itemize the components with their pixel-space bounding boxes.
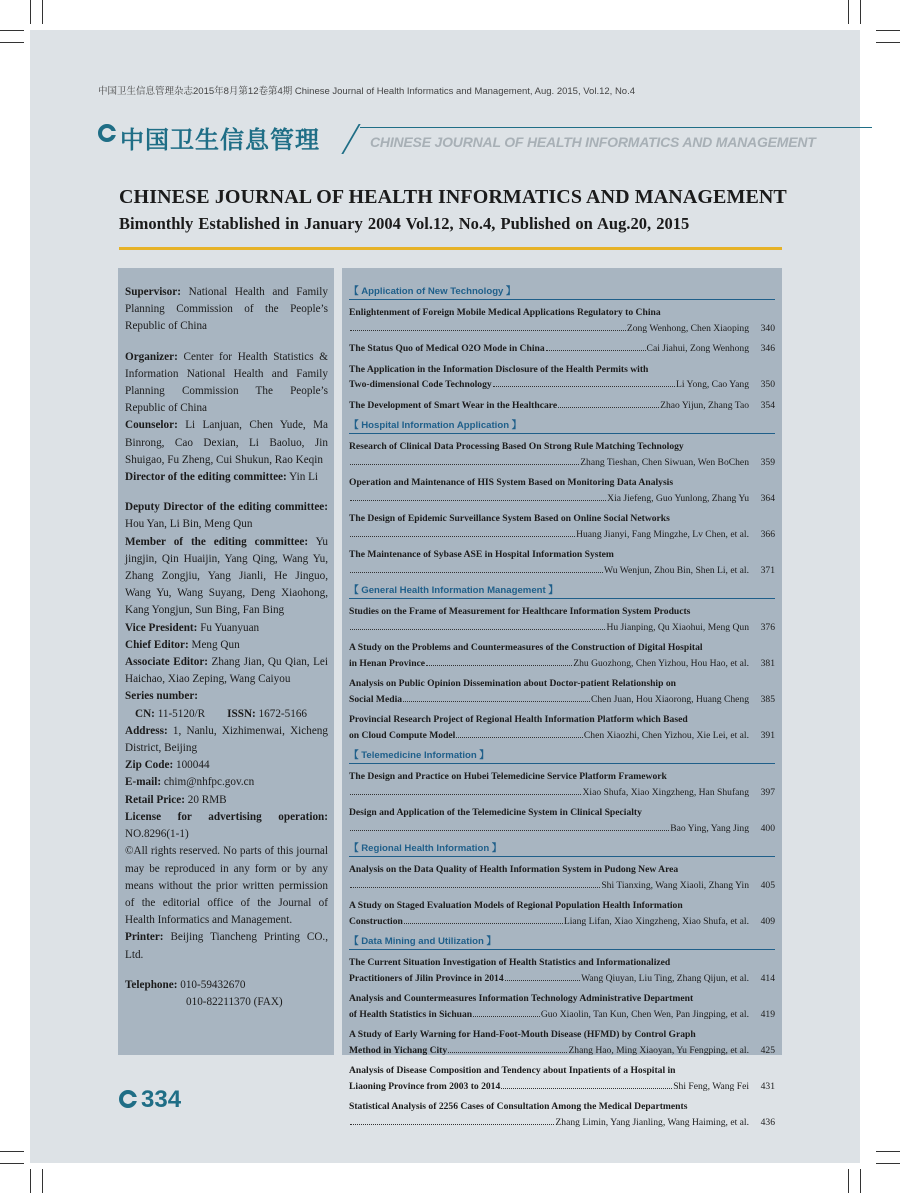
toc-entry[interactable]: The Maintenance of Sybase ASE in Hospital Information System Wu Wenjun, Zhou Bin, Shen Li, et al. 371 <box>349 549 775 576</box>
toc-entry[interactable]: A Study of Early Warning for Hand-Foot-Mouth Disease (HFMD) by Control Graph Method in Yichang City Zhang Hao, Ming Xiaoyan, Yu Fengping, et al. 425 <box>349 1029 775 1056</box>
toc-entry[interactable]: Studies on the Frame of Measurement for Healthcare Information System Products Hu Jianping, Qu Xiaohui, Meng Qun 376 <box>349 606 775 633</box>
toc-entry[interactable]: The Status Quo of Medical O2O Mode in China Cai Jiahui, Zong Wenhong 346 <box>349 343 775 354</box>
organizer: Organizer: Center for Health Statistics & Information National Health and Family Planning Commission The People’s Republic of China <box>125 350 328 415</box>
crop-mark <box>876 1151 900 1152</box>
crop-mark <box>42 0 43 24</box>
toc-section-header: 【 General Health Information Management 】 <box>349 583 775 599</box>
crop-mark <box>860 1169 861 1193</box>
toc-entry[interactable]: Statistical Analysis of 2256 Cases of Consultation Among the Medical Departments Zhang Limin, Yang Jianling, Wang Haiming, et al. 436 <box>349 1101 775 1128</box>
crop-mark <box>30 0 31 24</box>
toc-entry[interactable]: The Design and Practice on Hubei Telemedicine Service Platform Framework Xiao Shufa, Xiao Xingzheng, Han Shufang 397 <box>349 771 775 798</box>
toc-entry[interactable]: The Application in the Information Disclosure of the Health Permits with Two-dimensional Code Technology Li Yong, Cao Yang 350 <box>349 363 775 390</box>
page-c-icon <box>119 1090 137 1108</box>
deputy-director: Deputy Director of the editing committee: Hou Yan, Li Bin, Meng Qun <box>125 501 328 531</box>
logo-english-title: CHINESE JOURNAL OF HEALTH INFORMATICS AND MANAGEMENT <box>370 134 816 150</box>
toc-entry[interactable]: Analysis of Disease Composition and Tendency about Inpatients of a Hospital in Liaoning Province from 2003 to 2014 Shi Feng, Wang Fei 431 <box>349 1065 775 1092</box>
toc-entry[interactable]: Provincial Research Project of Regional Health Information Platform which Based on Cloud Compute Model Chen Xiaozhi, Chen Yizhou, Xie Lei, et al. 391 <box>349 714 775 741</box>
crop-mark <box>860 0 861 24</box>
cn-issn: CN: 11-5120/R ISSN: 1672-5166 <box>135 707 308 720</box>
fax: 010-82211370 (FAX) <box>186 995 283 1008</box>
toc-section-header: 【 Application of New Technology 】 <box>349 284 775 300</box>
logo-slash <box>341 124 360 154</box>
running-head: 中国卫生信息管理杂志2015年8月第12卷第4期 Chinese Journal of Health Informatics and Management, Aug. 2015, Vol.12, No.4 <box>98 86 636 97</box>
telephone: Telephone: 010-59432670 <box>125 978 246 991</box>
masthead-title: CHINESE JOURNAL OF HEALTH INFORMATICS AND MANAGEMENT <box>119 186 787 208</box>
counselor: Counselor: Li Lanjuan, Chen Yude, Ma Binrong, Cao Dexian, Li Baoluo, Jin Shuigao, Fu Zheng, Cui Shukun, Rao Keqin <box>125 419 328 466</box>
journal-logo <box>98 120 878 156</box>
crop-mark <box>848 1169 849 1193</box>
editing-committee: Member of the editing committee: Yu jingjin, Qin Huaijin, Yang Qing, Wang Yu, Zhang Zongjiu, Yang Jianli, He Jinguo, Wang Yu, Wang Suyang, Deng Xiaohong, Kang Yongjun, Sun Bing, Fan Bing <box>125 535 328 617</box>
copyright-notice: ©All rights reserved. No parts of this journal may be reproduced in any form or by any means without the prior written permission of the editorial office of the Journal of Health Informatics and Management. <box>125 845 328 927</box>
toc-entry[interactable]: A Study on the Problems and Countermeasures of the Construction of Digital Hospital in Henan Province Zhu Guozhong, Chen Yizhou, Hou Hao, et al. 381 <box>349 642 775 669</box>
logo-rule <box>360 127 872 128</box>
gold-divider <box>119 247 782 250</box>
toc-section-header: 【 Telemedicine Information 】 <box>349 748 775 764</box>
supervisor: Supervisor: National Health and Family Planning Commission of the People’s Republic of China <box>125 286 328 333</box>
logo-chinese-title: 中国卫生信息管理 <box>120 126 320 154</box>
crop-mark <box>848 0 849 24</box>
toc-entry[interactable]: Research of Clinical Data Processing Based On Strong Rule Matching Technology Zhang Tieshan, Chen Siwuan, Wen BoChen 359 <box>349 441 775 468</box>
vice-president: Vice President: Fu Yuanyuan <box>125 621 260 634</box>
advertising-license: License for advertising operation: NO.8296(1-1) <box>125 810 328 841</box>
toc-section-header: 【 Hospital Information Application 】 <box>349 418 775 434</box>
crop-mark <box>0 1163 24 1164</box>
crop-mark <box>876 30 900 31</box>
toc-entry[interactable]: Analysis on the Data Quality of Health Information System in Pudong New Area Shi Tianxing, Wang Xiaoli, Zhang Yin 405 <box>349 864 775 891</box>
crop-mark <box>30 1169 31 1193</box>
toc-entry[interactable]: The Development of Smart Wear in the Healthcare Zhao Yijun, Zhang Tao 354 <box>349 399 775 411</box>
crop-mark <box>42 1169 43 1193</box>
crop-mark <box>876 42 900 43</box>
table-of-contents <box>342 268 782 1128</box>
editorial-info-panel <box>118 268 334 1055</box>
email: E-mail: chim@nhfpc.gov.cn <box>125 776 255 789</box>
address: Address: 1, Nanlu, Xizhimenwai, Xicheng District, Beijing <box>125 724 328 755</box>
crop-mark <box>0 30 24 31</box>
series-number: Series number: <box>125 690 199 703</box>
logo-c-icon <box>98 124 116 142</box>
toc-entry[interactable]: The Design of Epidemic Surveillance System Based on Online Social Networks Huang Jianyi, Fang Mingzhe, Lv Chen, et al. 366 <box>349 513 775 540</box>
toc-section-header: 【 Data Mining and Utilization 】 <box>349 934 775 950</box>
masthead-subtitle: Bimonthly Established in January 2004 Vol.12, No.4, Published on Aug.20, 2015 <box>119 214 690 233</box>
toc-entry[interactable]: Analysis and Countermeasures Information Technology Administrative Department of Health Statistics in Sichuan Guo Xiaolin, Tan Kun, Chen Wen, Pan Jingping, et al. 419 <box>349 993 775 1020</box>
zip-code: Zip Code: 100044 <box>125 759 210 772</box>
toc-entry[interactable]: The Current Situation Investigation of Health Statistics and Informationalized Practitioners of Jilin Province in 2014 Wang Qiuyan, Liu Ting, Zhang Qijun, et al. 414 <box>349 957 775 984</box>
toc-section-header: 【 Regional Health Information 】 <box>349 841 775 857</box>
crop-mark <box>876 1163 900 1164</box>
crop-mark <box>0 42 24 43</box>
retail-price: Retail Price: 20 RMB <box>125 793 227 806</box>
chief-editor: Chief Editor: Meng Qun <box>125 638 240 651</box>
toc-entry[interactable]: Design and Application of the Telemedicine System in Clinical Specialty Bao Ying, Yang Jing 400 <box>349 807 775 834</box>
toc-entry[interactable]: Enlightenment of Foreign Mobile Medical Applications Regulatory to China Zong Wenhong, Chen Xiaoping 340 <box>349 307 775 334</box>
toc-entry[interactable]: Operation and Maintenance of HIS System Based on Monitoring Data Analysis Xia Jiefeng, Guo Yunlong, Zhang Yu 364 <box>349 477 775 504</box>
toc-entry[interactable]: Analysis on Public Opinion Dissemination about Doctor-patient Relationship on Social Media Chen Juan, Hou Xiaorong, Huang Cheng 385 <box>349 678 775 705</box>
crop-mark <box>0 1151 24 1152</box>
associate-editor: Associate Editor: Zhang Jian, Qu Qian, Lei Haichao, Xiao Zeping, Wang Caiyou <box>125 656 328 686</box>
director: Director of the editing committee: Yin Li <box>125 471 319 484</box>
printer: Printer: Beijing Tiancheng Printing CO., Ltd. <box>125 931 328 961</box>
toc-entry[interactable]: A Study on Staged Evaluation Models of Regional Population Health Information Construction Liang Lifan, Xiao Xingzheng, Xiao Shufa, et al. 409 <box>349 900 775 927</box>
